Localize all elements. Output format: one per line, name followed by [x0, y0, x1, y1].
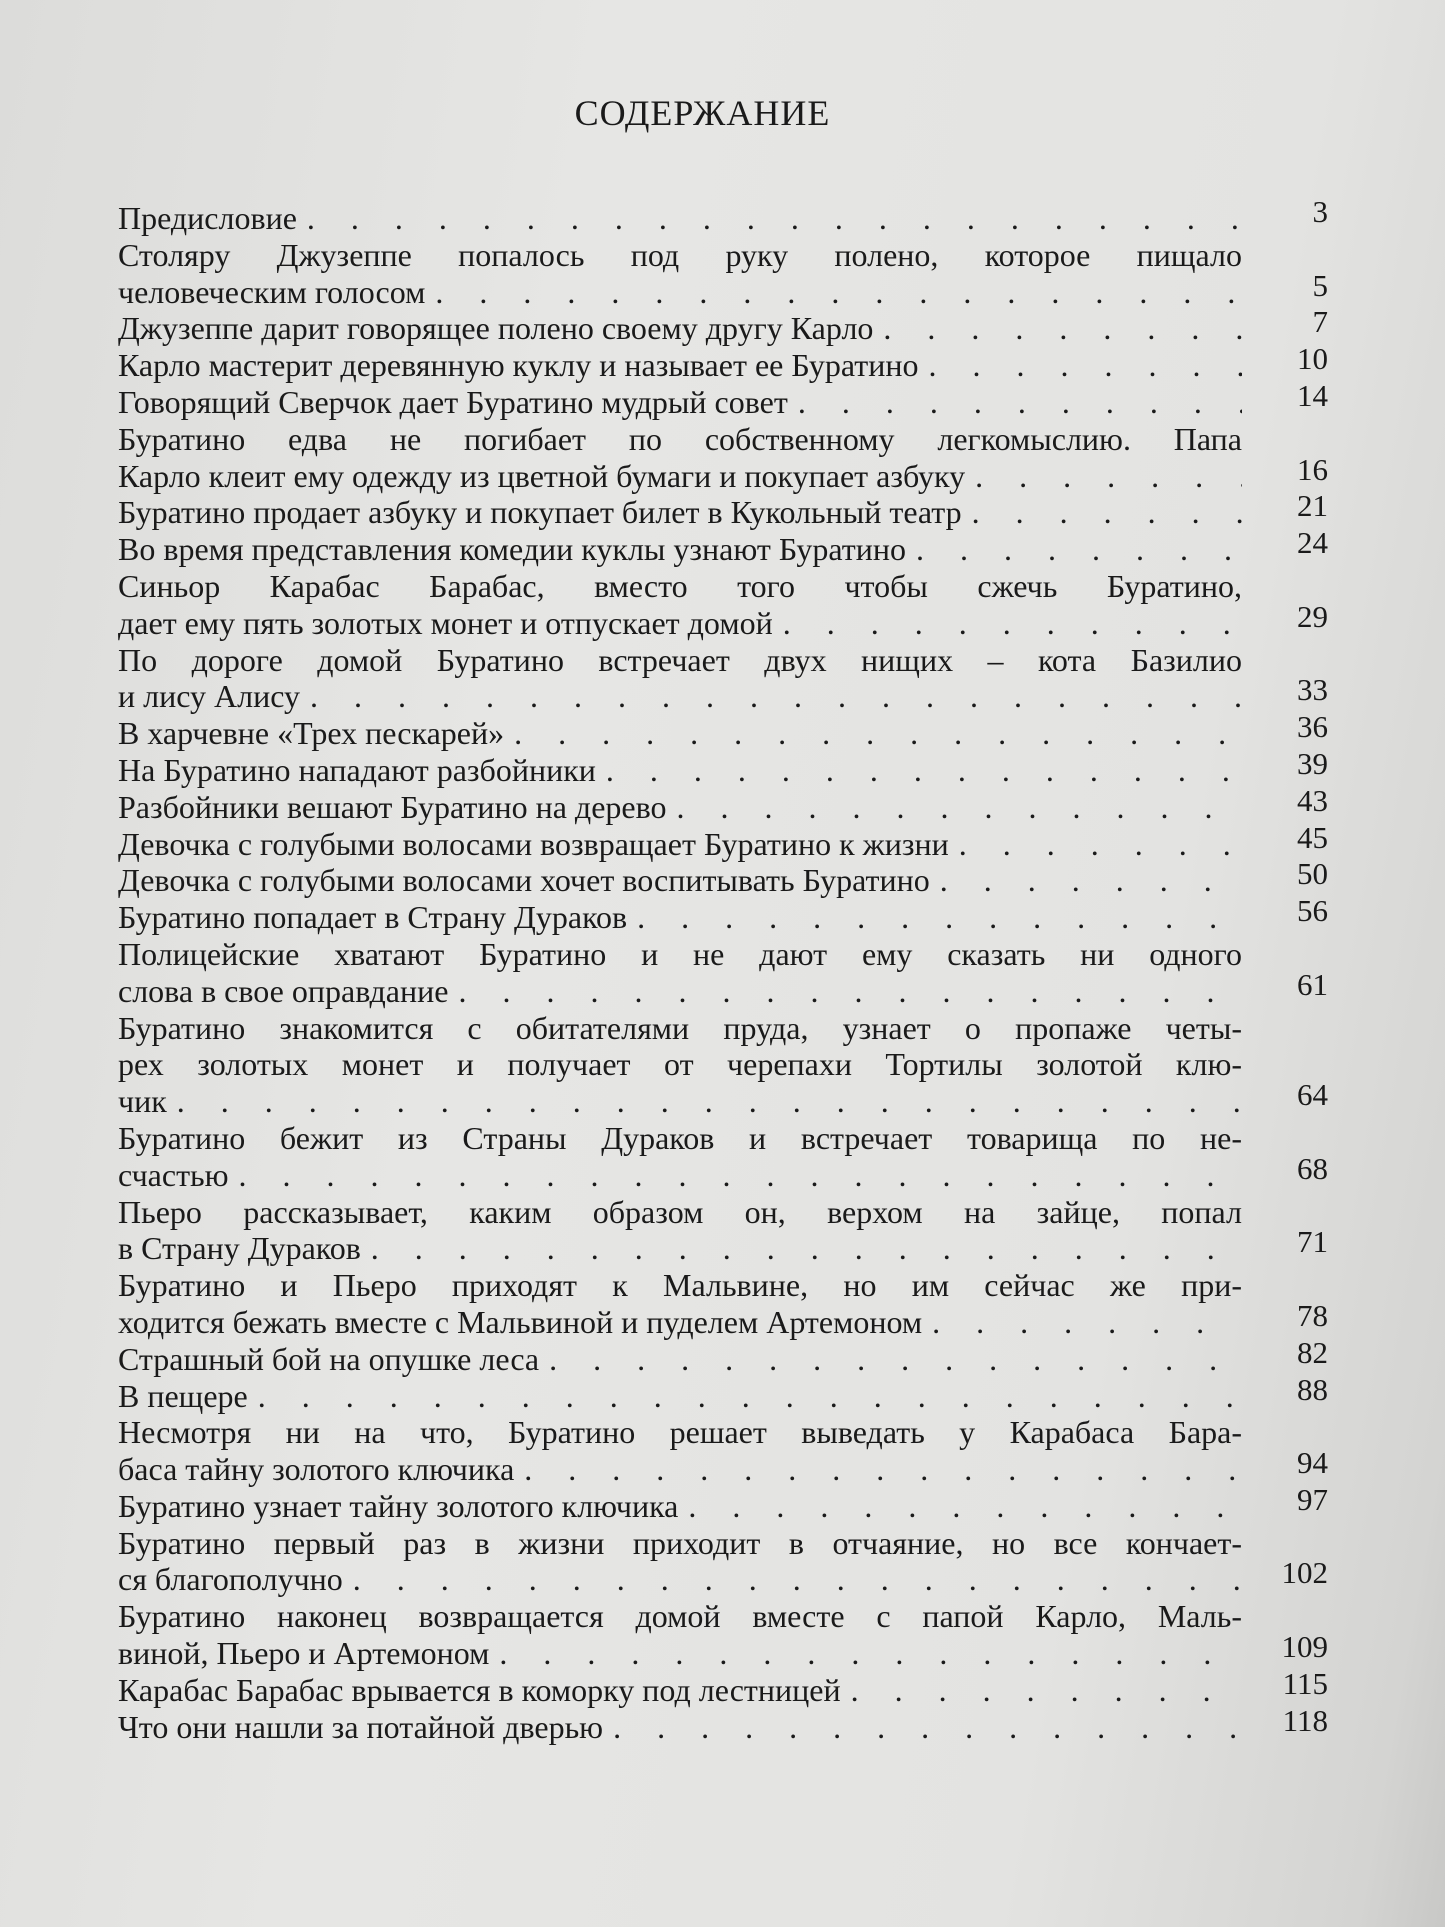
toc-entry-last-line	[118, 1378, 1242, 1415]
page-number: 102	[1281, 1555, 1328, 1591]
toc-entry	[118, 1120, 1328, 1194]
dot-leader	[972, 494, 1242, 531]
toc-entry-last-line	[118, 715, 1242, 752]
toc-entry-title-line: Буратино первый раз в жизни приходит в отчаяние, но все кончает-	[118, 1524, 1242, 1561]
toc-entry-last-line	[118, 531, 1242, 568]
toc-entry-title-line: Буратино едва не погибает по собственному легкомыслию. Папа	[118, 420, 1242, 457]
toc-entry-last-line	[118, 973, 1242, 1010]
toc-entry-last-line	[118, 494, 1242, 531]
toc-entry-last-line	[118, 1341, 1242, 1378]
dot-leader	[959, 826, 1242, 863]
toc-entry-last-line	[118, 1488, 1242, 1525]
toc-entry-title-line: Буратино бежит из Страны Дураков и встречает товарища по не-	[118, 1119, 1242, 1156]
toc-entry-title-line: Синьор Карабас Барабас, вместо того чтобы сжечь Буратино,	[118, 567, 1242, 604]
toc-entry-last-line	[118, 789, 1242, 826]
toc-entry-title-line: Буратино узнает тайну золотого ключика	[118, 1487, 679, 1524]
toc-entry-title-line: Полицейские хватают Буратино и не дают ему сказать ни одного	[118, 935, 1242, 972]
page-number: 16	[1297, 451, 1328, 487]
dot-leader	[499, 1635, 1242, 1672]
toc-entry-last-line	[118, 1157, 1242, 1194]
page-number: 115	[1282, 1665, 1328, 1701]
page-number: 64	[1297, 1077, 1328, 1113]
toc-entry	[118, 1334, 1328, 1378]
toc-entry-title-line: в Страну Дураков	[118, 1230, 361, 1267]
page-number: 61	[1297, 966, 1328, 1002]
toc-entry	[118, 304, 1328, 347]
toc-entry-title-line: слова в свое оправдание	[118, 972, 449, 1009]
toc-entry-title-line: Несмотря ни на что, Буратино решает выведать у Карабаса Бара-	[118, 1414, 1242, 1451]
toc-entry-title-line: виной, Пьеро и Артемоном	[118, 1635, 490, 1672]
toc-entry	[118, 1194, 1328, 1268]
toc-entry-last-line	[118, 1672, 1242, 1709]
toc-entry-title-line: Карабас Барабас врывается в коморку под лестницей	[118, 1671, 841, 1708]
page-number: 29	[1297, 598, 1328, 634]
dot-leader	[677, 789, 1243, 826]
page-number: 43	[1297, 782, 1328, 818]
page-number: 82	[1297, 1334, 1328, 1370]
toc-entry-title-line: Говорящий Сверчок дает Буратино мудрый совет	[118, 383, 788, 420]
toc-entry-last-line	[118, 1304, 1242, 1341]
toc-entry-title-line: Буратино попадает в Страну Дураков	[118, 899, 628, 936]
toc-entry-last-line	[118, 1635, 1242, 1672]
page-number: 50	[1297, 856, 1328, 892]
dot-leader	[783, 605, 1242, 642]
toc-entry-last-line	[118, 862, 1242, 899]
dot-leader	[258, 1378, 1242, 1415]
toc-entry-title-line: ся благополучно	[118, 1561, 343, 1598]
toc-entry-title-line: Девочка с голубыми волосами возвращает Буратино к жизни	[118, 825, 949, 862]
toc-entry-title-line: Буратино знакомится с обитателями пруда, узнает о пропаже четы-	[118, 1009, 1242, 1046]
page-number: 33	[1297, 672, 1328, 708]
toc-entry	[118, 936, 1328, 1010]
toc-entry	[118, 568, 1328, 642]
toc-entry-last-line	[118, 347, 1242, 384]
toc-entry-title-line: Пьеро рассказывает, каким образом он, верхом на зайце, попал	[118, 1193, 1242, 1230]
dot-leader	[524, 1451, 1242, 1488]
toc-entry-title-line: счастью	[118, 1156, 229, 1193]
dot-leader	[606, 752, 1242, 789]
page-number: 56	[1297, 893, 1328, 929]
toc-entry-title-line: Карло мастерит деревянную куклу и называет ее Буратино	[118, 347, 919, 384]
page-number: 71	[1297, 1224, 1328, 1260]
toc-entry-title-line: Буратино продает азбуку и покупает билет в Кукольный театр	[118, 494, 962, 531]
dot-leader	[458, 973, 1242, 1010]
toc-entry	[118, 1414, 1328, 1488]
page-number: 3	[1312, 194, 1328, 229]
dot-leader	[371, 1230, 1242, 1267]
toc-entry-title-line: чик	[118, 1083, 167, 1120]
toc-entry	[118, 642, 1328, 716]
dot-leader	[613, 1709, 1242, 1746]
toc-entry	[118, 421, 1328, 495]
page-number: 94	[1297, 1445, 1328, 1481]
toc-entry-title-line: По дороге домой Буратино встречает двух нищих – кота Базилио	[118, 641, 1242, 678]
toc-entry-last-line	[118, 1709, 1242, 1746]
toc-entry-title-line: В пещере	[118, 1377, 248, 1414]
dot-leader	[310, 678, 1242, 715]
dot-leader	[688, 1488, 1242, 1525]
toc-entry-title-line: Что они нашли за потайной дверью	[118, 1708, 604, 1745]
dot-leader	[975, 458, 1242, 495]
toc-entry	[118, 782, 1328, 826]
toc-entry-title-line: Девочка с голубыми волосами хочет воспитывать Буратино	[118, 862, 930, 899]
toc-entry	[118, 1525, 1328, 1599]
dot-leader	[353, 1561, 1242, 1598]
toc-entry	[118, 856, 1328, 899]
toc-entry-last-line	[118, 458, 1242, 495]
table-of-contents	[118, 194, 1328, 1745]
dot-leader	[435, 274, 1242, 311]
toc-entry-title-line: дает ему пять золотых монет и отпускает домой	[118, 604, 773, 641]
toc-entry	[118, 1267, 1328, 1341]
dot-leader	[239, 1157, 1242, 1194]
page-number: 45	[1297, 819, 1328, 855]
toc-entry-title-line: Разбойники вешают Буратино на дерево	[118, 788, 667, 825]
toc-entry	[118, 1481, 1328, 1525]
toc-entry-title-line: Предисловие	[118, 200, 297, 236]
toc-entry-last-line	[118, 1083, 1242, 1120]
page-number: 39	[1297, 745, 1328, 781]
toc-entry-last-line	[118, 899, 1242, 936]
toc-entry	[118, 525, 1328, 568]
toc-entry	[118, 341, 1328, 384]
page-title: СОДЕРЖАНИЕ	[574, 93, 831, 133]
toc-entry-last-line	[118, 678, 1242, 715]
toc-entry-title-line: человеческим голосом	[118, 273, 426, 310]
dot-leader	[916, 531, 1242, 568]
toc-entry-title-line: Страшный бой на опушке леса	[118, 1340, 540, 1377]
toc-entry	[118, 377, 1328, 421]
toc-entry-title-line: В харчевне «Трех пескарей»	[118, 715, 505, 752]
page-number: 88	[1297, 1371, 1328, 1407]
dot-leader	[177, 1083, 1242, 1120]
page-number: 78	[1297, 1297, 1328, 1333]
toc-entry	[118, 194, 1328, 237]
toc-entry-title-line: баса тайну золотого ключика	[118, 1451, 515, 1488]
toc-entry	[118, 1010, 1328, 1120]
toc-entry-last-line	[118, 384, 1242, 421]
dot-leader	[932, 1304, 1242, 1341]
toc-entry	[118, 745, 1328, 789]
toc-entry	[118, 1702, 1328, 1746]
toc-entry-last-line	[118, 752, 1242, 789]
dot-leader	[514, 715, 1242, 752]
toc-entry	[118, 1371, 1328, 1415]
toc-entry-title-line: На Буратино нападают разбойники	[118, 751, 596, 788]
page-number: 10	[1297, 341, 1328, 377]
dot-leader	[929, 347, 1242, 384]
page-number: 118	[1282, 1702, 1328, 1738]
page-number: 97	[1297, 1481, 1328, 1517]
toc-entry-title-line: Столяру Джузеппе попалось под руку полено, которое пищало	[118, 236, 1242, 273]
toc-entry-last-line	[118, 200, 1242, 237]
toc-entry-last-line	[118, 1230, 1242, 1267]
toc-entry-title-line: Карло клеит ему одежду из цветной бумаги и покупает азбуку	[118, 457, 966, 494]
toc-entry-title-line: рех золотых монет и получает от черепахи Тортилы золотой клю-	[118, 1046, 1242, 1083]
dot-leader	[798, 384, 1242, 421]
toc-entry-last-line	[118, 274, 1242, 311]
toc-entry-title-line: Во время представления комедии куклы узнают Буратино	[118, 531, 907, 568]
toc-entry-last-line	[118, 826, 1242, 863]
page-number: 36	[1297, 709, 1328, 745]
toc-entry	[118, 1598, 1328, 1672]
dot-leader	[883, 310, 1242, 347]
toc-entry-title-line: ходится бежать вместе с Мальвиной и пуделем Артемоном	[118, 1303, 923, 1340]
toc-entry	[118, 819, 1328, 863]
toc-entry-title-line: Буратино наконец возвращается домой вместе с папой Карло, Маль-	[118, 1598, 1242, 1635]
toc-entry-last-line	[118, 1561, 1242, 1598]
dot-leader	[851, 1672, 1242, 1709]
page-number: 14	[1297, 377, 1328, 413]
toc-entry	[118, 1665, 1328, 1709]
toc-entry-last-line	[118, 1451, 1242, 1488]
dot-leader	[307, 200, 1242, 237]
page-number: 68	[1297, 1150, 1328, 1186]
toc-entry-title-line: и лису Алису	[118, 678, 300, 715]
page-number: 7	[1312, 304, 1328, 340]
toc-entry-last-line	[118, 605, 1242, 642]
toc-entry	[118, 237, 1328, 311]
page-number: 5	[1312, 267, 1328, 303]
page-number: 24	[1297, 525, 1328, 561]
toc-entry	[118, 488, 1328, 531]
toc-entry-last-line	[118, 310, 1242, 347]
dot-leader	[549, 1341, 1242, 1378]
page-number: 21	[1297, 488, 1328, 524]
page-number: 109	[1281, 1629, 1328, 1665]
toc-entry	[118, 709, 1328, 752]
dot-leader	[940, 862, 1242, 899]
toc-entry	[118, 893, 1328, 936]
dot-leader	[637, 899, 1242, 936]
toc-entry-title-line: Джузеппе дарит говорящее полено своему другу Карло	[118, 310, 874, 347]
toc-entry-title-line: Буратино и Пьеро приходят к Мальвине, но им сейчас же при-	[118, 1267, 1242, 1304]
